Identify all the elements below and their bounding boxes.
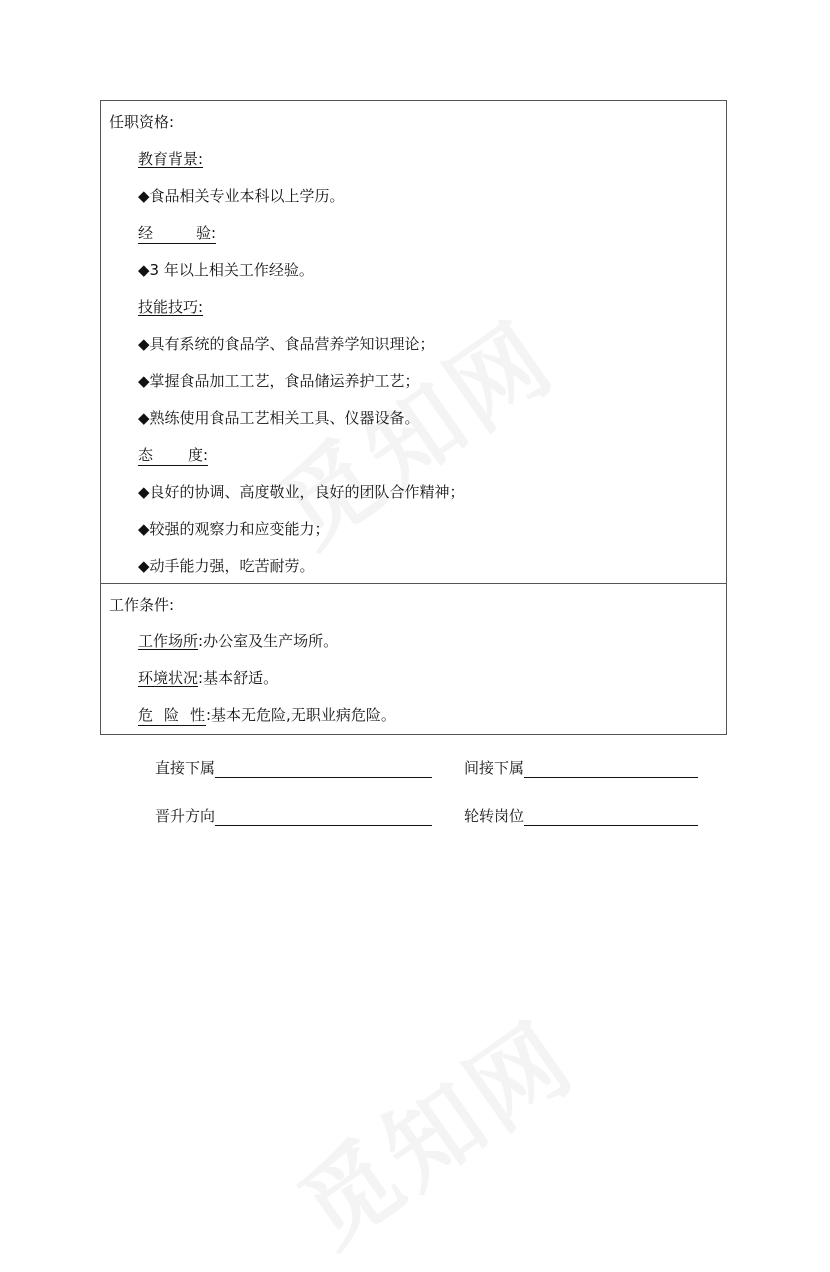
promotion-direction-field[interactable] <box>215 807 432 826</box>
qualifications-section <box>100 100 727 584</box>
promotion-direction-row <box>155 806 432 826</box>
skills-item: ◆具有系统的食品学、食品营养学知识理论； <box>138 335 435 353</box>
attitude-label-part: 度: <box>188 446 209 464</box>
rotation-position-row <box>464 806 698 826</box>
conditions-title: 工作条件: <box>109 596 175 614</box>
environment-label: 环境状况 <box>138 669 199 687</box>
skills-item: ◆熟练使用食品工艺相关工具、仪器设备。 <box>138 409 420 427</box>
indirect-subordinate-label: 间接下属 <box>464 759 525 777</box>
environment-value: :基本舒适。 <box>198 669 279 687</box>
indirect-subordinate-row <box>464 758 698 778</box>
education-item: ◆食品相关专业本科以上学历。 <box>138 187 345 205</box>
promotion-direction-label: 晋升方向 <box>155 807 216 825</box>
experience-label <box>138 223 216 249</box>
attitude-label-part: 态 <box>138 446 154 464</box>
attitude-item: ◆动手能力强，吃苦耐劳。 <box>138 557 315 575</box>
experience-label-part: 经 <box>138 224 154 242</box>
place-row <box>138 631 338 651</box>
education-label: 教育背景: <box>138 150 204 168</box>
direct-subordinate-row <box>155 758 432 778</box>
attitude-item: ◆较强的观察力和应变能力； <box>138 520 330 538</box>
indirect-subordinate-field[interactable] <box>524 759 698 778</box>
environment-row <box>138 668 278 688</box>
skills-label: 技能技巧: <box>138 298 204 316</box>
rotation-position-label: 轮转岗位 <box>464 807 525 825</box>
attitude-label <box>138 445 208 471</box>
direct-subordinate-label: 直接下属 <box>155 759 216 777</box>
experience-label-part: 验: <box>196 224 217 242</box>
danger-label-part: 险 <box>164 706 180 724</box>
rotation-position-field[interactable] <box>524 807 698 826</box>
conditions-section <box>100 583 727 735</box>
place-label: 工作场所 <box>138 632 199 650</box>
attitude-item: ◆良好的协调、高度敬业，良好的团队合作精神； <box>138 483 465 501</box>
place-value: :办公室及生产场所。 <box>198 632 339 650</box>
watermark <box>268 985 597 1272</box>
direct-subordinate-field[interactable] <box>215 759 432 778</box>
skills-item: ◆掌握食品加工工艺，食品储运养护工艺； <box>138 372 420 390</box>
danger-label-part: 危 <box>138 706 154 724</box>
experience-item: ◆3 年以上相关工作经验。 <box>138 261 314 279</box>
danger-value: :基本无危险,无职业病危险。 <box>206 706 396 724</box>
danger-label-part: 性 <box>190 706 206 724</box>
qualifications-title: 任职资格: <box>109 113 175 131</box>
danger-row <box>138 705 396 726</box>
